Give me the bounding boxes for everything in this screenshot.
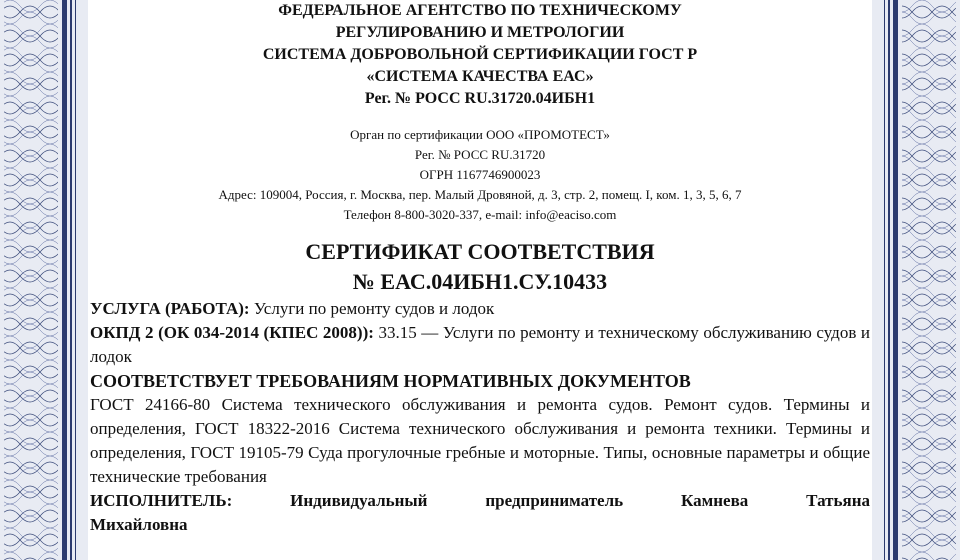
certificate-body [90, 0, 870, 560]
service-row [90, 297, 870, 321]
certificate-details [90, 297, 870, 537]
service-value: Услуги по ремонту судов и лодок [249, 299, 495, 318]
organ-registration: Рег. № РОСС RU.31720 [414, 147, 546, 162]
agency-line-3: СИСТЕМА ДОБРОВОЛЬНОЙ СЕРТИФИКАЦИИ ГОСТ Р [262, 46, 698, 63]
service-label: УСЛУГА (РАБОТА): [90, 299, 250, 318]
organ-name: Орган по сертификации ООО «ПРОМОТЕСТ» [350, 127, 610, 142]
certification-body-info [90, 125, 870, 225]
okpd-label: ОКПД 2 (ОК 034-2014 (КПЕС 2008)): [90, 323, 374, 342]
decorative-border-left [0, 0, 88, 560]
conformity-text: ГОСТ 24166-80 Система технического обслуживания и ремонта судов. Ремонт судов. Термины и определения, ГОСТ 18322-2016 Система технического обслуживания и ремонта техники. Термины и определения, ГОСТ 19105-79 Суда прогулочные гребные и моторные. Типы, основные параметры и общие технические требования [90, 395, 870, 486]
certificate-title: СЕРТИФИКАТ СООТВЕТСТВИЯ [305, 239, 655, 264]
okpd-value: 33.15 — Услуги по ремонту и техническому обслуживанию судов и лодок [90, 323, 870, 366]
guilloche-pattern-right [872, 0, 960, 560]
conformity-heading: СООТВЕТСТВУЕТ ТРЕБОВАНИЯМ НОРМАТИВНЫХ ДОКУМЕНТОВ [90, 371, 691, 391]
system-name: «СИСТЕМА КАЧЕСТВА ЕАС» [366, 68, 594, 85]
organ-contacts: Телефон 8-800-3020-337, e-mail: info@eaciso.com [343, 207, 617, 222]
executor-value-line-1: Индивидуальный предприниматель Камнева Татьяна [290, 491, 870, 510]
decorative-border-right [872, 0, 960, 560]
agency-header [90, 0, 870, 110]
agency-line-1: ФЕДЕРАЛЬНОЕ АГЕНТСТВО ПО ТЕХНИЧЕСКОМУ [278, 2, 682, 19]
executor-value-line-2: Михайловна [90, 515, 188, 534]
okpd-row [90, 321, 870, 369]
organ-address: Адрес: 109004, Россия, г. Москва, пер. Малый Дровяной, д. 3, стр. 2, помещ. I, ком. 1, 3, 5, 6, 7 [218, 187, 742, 202]
executor-label: ИСПОЛНИТЕЛЬ: [90, 491, 233, 510]
guilloche-pattern-left [0, 0, 88, 560]
organ-ogrn: ОГРН 1167746900023 [419, 167, 541, 182]
certificate-heading [90, 237, 870, 297]
certificate-number: № ЕАС.04ИБН1.СУ.10433 [352, 269, 608, 294]
executor-row [90, 489, 870, 513]
system-registration: Рег. № РОСС RU.31720.04ИБН1 [364, 90, 596, 107]
agency-line-2: РЕГУЛИРОВАНИЮ И МЕТРОЛОГИИ [335, 24, 625, 41]
